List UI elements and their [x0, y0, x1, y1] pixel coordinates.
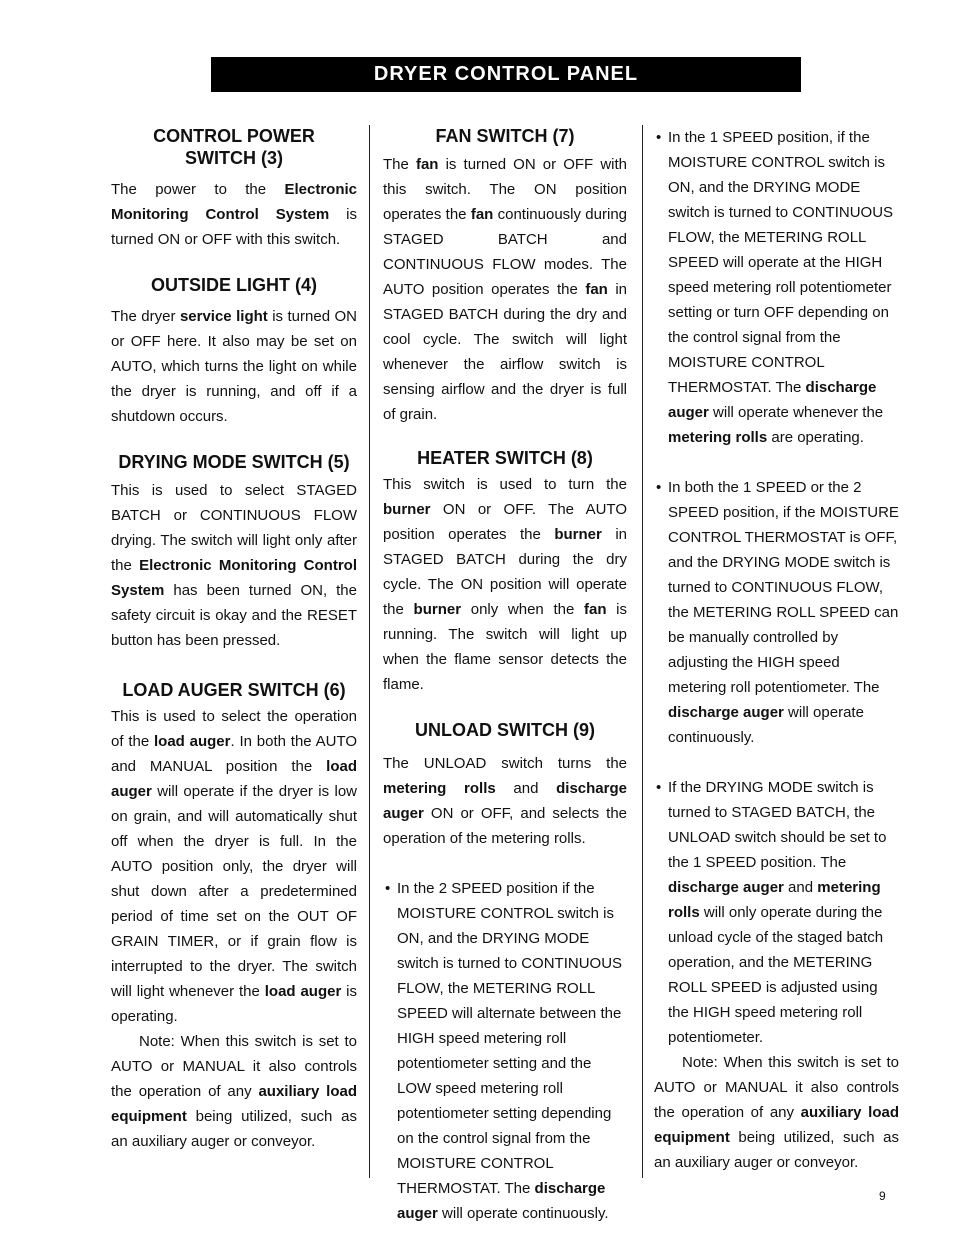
section-load-auger-switch	[111, 679, 357, 1154]
section-paragraph	[111, 304, 357, 429]
column-divider	[369, 125, 370, 1178]
section-heading: OUTSIDE LIGHT (4)	[151, 275, 317, 295]
section-fan-switch	[383, 125, 627, 427]
section-heading: UNLOAD SWITCH (9)	[415, 720, 595, 740]
bold-term: auxiliary load equipment	[111, 1083, 357, 1125]
column-right	[654, 125, 899, 1175]
text-run: is turned ON or OFF with this switch.	[111, 206, 358, 248]
section-control-power-switch	[111, 125, 357, 252]
bold-term: discharge auger	[668, 704, 784, 721]
bold-term: burner	[413, 601, 462, 618]
text-run: and	[495, 780, 557, 797]
bold-term: Electronic Monitoring Control System	[111, 557, 357, 599]
text-run: This is used to select the operation of the	[111, 708, 357, 750]
bold-term: fan	[585, 281, 608, 298]
bold-term: fan	[583, 601, 607, 618]
bold-term: load auger	[111, 758, 357, 800]
section-paragraph	[111, 177, 357, 252]
text-run: is running. The switch will light up when the flame sensor detects the flame.	[383, 601, 627, 693]
banner-title: DRYER CONTROL PANEL	[373, 63, 639, 85]
text-run: will operate continuously.	[437, 1205, 609, 1222]
text-run: is turned ON or OFF with this switch. The ON position operates the	[383, 156, 628, 223]
bold-term: metering rolls	[668, 429, 768, 446]
bullet-item	[654, 475, 899, 750]
column-left	[111, 125, 357, 1176]
text-run: are operating.	[767, 429, 864, 446]
section-banner	[211, 57, 801, 92]
text-run: only when the	[461, 601, 584, 618]
bold-term: fan	[415, 156, 439, 173]
note-paragraph	[654, 1050, 899, 1175]
text-run: In the 2 SPEED position if the MOISTURE CONTROL switch is ON, and the DRYING MODE switch is turned to CONTINUOUS FLOW, the METERING ROLL SPEED will alternate between the HIGH speed metering roll potentiometer setting and the LOW speed metering roll potentiometer setting depending on the control signal from the MOISTURE CONTROL THERMOSTAT. The	[397, 880, 623, 1197]
text-run: in STAGED BATCH during the dry cycle. The ON position will operate the	[383, 526, 628, 618]
text-run: is operating.	[111, 983, 357, 1025]
bullet-item	[383, 876, 627, 1226]
bold-term: load auger	[264, 983, 342, 1000]
text-run: The	[383, 156, 416, 173]
bold-term: burner	[383, 501, 431, 518]
section-paragraph	[111, 704, 357, 1029]
bullet-item	[654, 125, 899, 450]
section-heading: FAN SWITCH (7)	[435, 126, 575, 146]
text-run: will only operate during the unload cycle of the staged batch operation, and the METERING ROLL SPEED is adjusted using the HIGH speed metering roll potentiometer.	[668, 904, 884, 1046]
bold-term: metering rolls	[668, 879, 881, 921]
text-run: In the 1 SPEED position, if the MOISTURE CONTROL switch is ON, and the DRYING MODE switch is turned to CONTINUOUS FLOW, the METERING ROLL SPEED will operate at the HIGH speed metering roll potentiometer setting or turn OFF depending on the control signal from the MOISTURE CONTROL THERMOSTAT. The	[668, 129, 894, 396]
text-run: This switch is used to turn the	[383, 476, 627, 493]
text-run: being utilized, such as an auxiliary auger or conveyor.	[654, 1129, 899, 1171]
text-run: and	[783, 879, 818, 896]
section-paragraph	[383, 472, 627, 697]
section-heading: DRYING MODE SWITCH (5)	[118, 452, 350, 472]
text-run: The power to the	[111, 181, 285, 198]
bold-term: service light	[179, 308, 268, 325]
bullet-item	[654, 775, 899, 1050]
column-divider	[642, 125, 643, 1178]
text-run: will operate whenever the	[708, 404, 884, 421]
bold-term: burner	[554, 526, 602, 543]
text-run: In both the 1 SPEED or the 2 SPEED position, if the MOISTURE CONTROL THERMOSTAT is OFF, and the DRYING MODE switch is turned to CONTINUOUS FLOW, the METERING ROLL SPEED can be manually controlled by adjusting the HIGH speed metering roll potentiometer. The	[668, 479, 899, 696]
bold-term: discharge auger	[397, 1180, 606, 1222]
section-heading: HEATER SWITCH (8)	[417, 448, 593, 468]
section-drying-mode-switch	[111, 451, 357, 653]
section-heading: CONTROL POWER SWITCH (3)	[153, 126, 315, 168]
text-run: The dryer	[111, 308, 180, 325]
text-run: is turned ON or OFF here. It also may be set on AUTO, which turns the light on while the dryer is running, and off if a shutdown occurs.	[111, 308, 357, 425]
text-run: The UNLOAD switch turns the	[383, 755, 627, 772]
text-run: being utilized, such as an auxiliary auger or conveyor.	[111, 1108, 357, 1150]
text-run: ON or OFF. The AUTO position operates the	[383, 501, 627, 543]
text-run: Note: When this switch is set to AUTO or MANUAL it also controls the operation of any	[654, 1054, 899, 1121]
bold-term: Electronic Monitoring Control System	[111, 181, 357, 223]
section-unload-switch	[383, 719, 627, 1226]
text-run: Note: When this switch is set to AUTO or MANUAL it also controls the operation of any	[111, 1033, 357, 1100]
section-paragraph	[111, 478, 357, 653]
text-run: If the DRYING MODE switch is turned to STAGED BATCH, the UNLOAD switch should be set to the 1 SPEED position. The	[668, 779, 887, 871]
note-paragraph	[111, 1029, 357, 1154]
text-run: has been turned ON, the safety circuit is okay and the RESET button has been pressed.	[111, 582, 357, 649]
bold-term: discharge auger	[383, 780, 627, 822]
column-middle	[383, 125, 627, 1248]
text-run: . In both the AUTO and MANUAL position the	[111, 733, 358, 775]
page-number: 9	[879, 1189, 886, 1203]
section-paragraph	[383, 751, 627, 851]
section-heater-switch	[383, 447, 627, 697]
bold-term: fan	[470, 206, 494, 223]
bold-term: load auger	[153, 733, 231, 750]
section-paragraph	[383, 152, 627, 427]
text-run: ON or OFF, and selects the operation of the metering rolls.	[383, 805, 627, 847]
bold-term: discharge auger	[668, 879, 784, 896]
text-run: This is used to select STAGED BATCH or CONTINUOUS FLOW drying. The switch will light only after the	[111, 482, 357, 574]
text-run: will operate continuously.	[668, 704, 864, 746]
bold-term: metering rolls	[383, 780, 496, 797]
text-run: in STAGED BATCH during the dry and cool cycle. The switch will light whenever the airflow switch is sensing airflow and the dryer is full of grain.	[383, 281, 628, 423]
text-run: will operate if the dryer is low on grain, and will automatically shut off when the dryer is full. In the AUTO position only, the dryer will shut down after a predetermined period of time set on the OUT OF GRAIN TIMER, or if grain flow is interrupted to the dryer. The switch will light whenever the	[111, 783, 357, 1000]
text-run: continuously during STAGED BATCH and CONTINUOUS FLOW modes. The AUTO position operates the	[383, 206, 628, 298]
section-heading: LOAD AUGER SWITCH (6)	[122, 680, 346, 700]
bold-term: discharge auger	[668, 379, 877, 421]
section-outside-light	[111, 274, 357, 429]
bold-term: auxiliary load equipment	[654, 1104, 900, 1146]
